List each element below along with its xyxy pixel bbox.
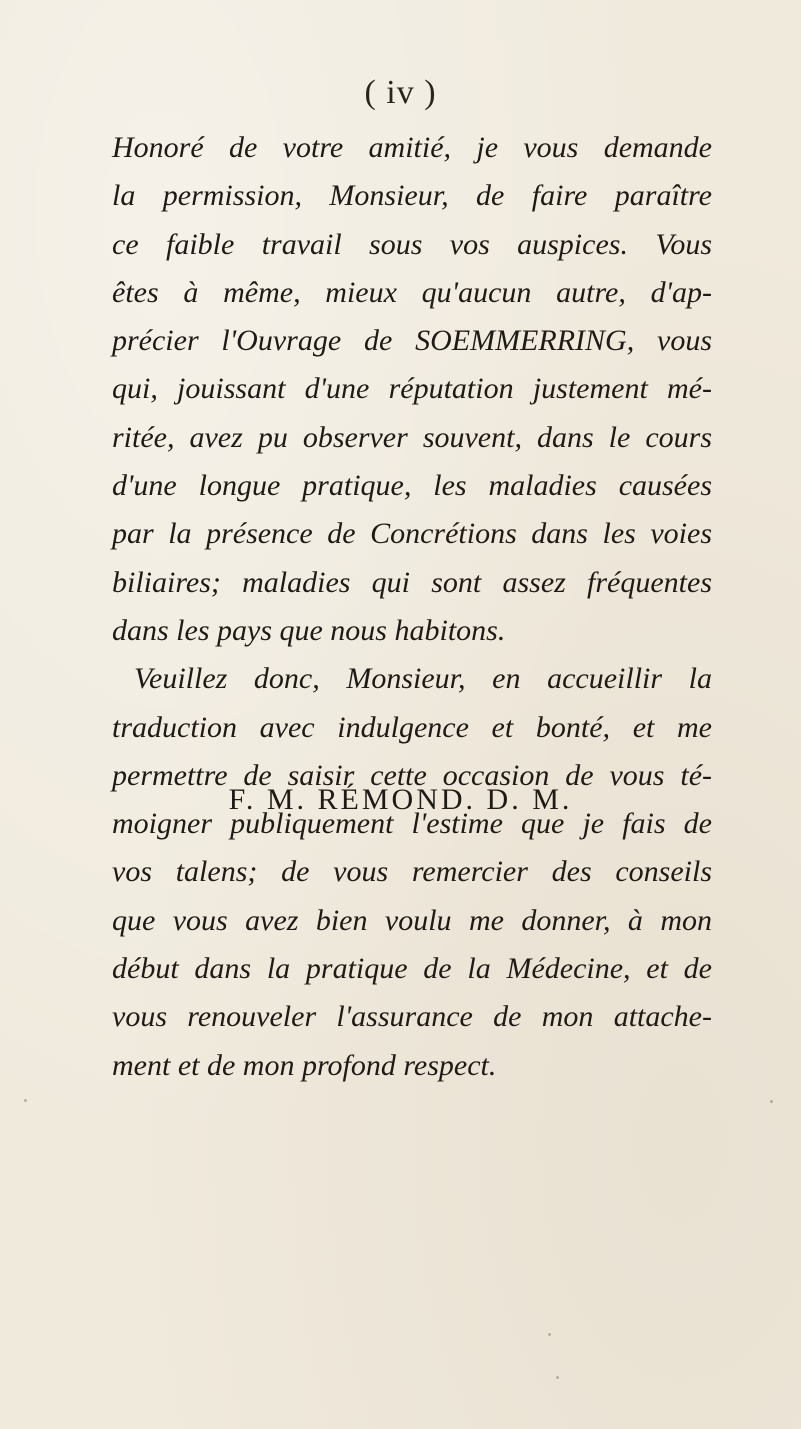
text-line: biliaires; maladies qui sont assez fréquentes — [112, 565, 712, 599]
text-line: permettre de saisir cette occasion de vous té- — [112, 758, 712, 792]
text-line: ment et de mon profond respect. — [112, 1048, 497, 1082]
text-line: Veuillez donc, Monsieur, en accueillir la — [134, 662, 712, 696]
text-line: êtes à même, mieux qu'aucun autre, d'ap- — [112, 275, 712, 309]
text-line: la permission, Monsieur, de faire paraître — [112, 179, 712, 213]
text-line: qui, jouissant d'une réputation justement mé- — [112, 372, 712, 406]
text-line: traduction avec indulgence et bonté, et me — [112, 710, 712, 744]
text-line: précier l'Ouvrage de SOEMMERRING, vous — [112, 324, 712, 358]
paper-speck — [24, 1099, 27, 1102]
text-line: par la présence de Concrétions dans les voies — [112, 517, 712, 551]
page-number: ( iv ) — [364, 74, 437, 111]
signature: F. M. RÉMOND. D. M. — [228, 783, 573, 816]
text-line: moigner publiquement l'estime que je fais de — [112, 807, 712, 841]
dedication-text — [112, 124, 712, 1090]
text-line: ritée, avez pu observer souvent, dans le cours — [112, 420, 712, 454]
text-line: d'une longue pratique, les maladies causées — [112, 469, 712, 503]
text-line: Honoré de votre amitié, je vous demande — [112, 131, 712, 164]
text-line: vos talens; de vous remercier des conseils — [112, 855, 712, 889]
paper-speck — [548, 1333, 551, 1336]
text-line: vous renouveler l'assurance de mon attache- — [112, 1000, 712, 1034]
paper-speck — [770, 1100, 773, 1103]
text-line: début dans la pratique de la Médecine, et de — [112, 952, 712, 986]
text-line: ce faible travail sous vos auspices. Vous — [112, 227, 712, 261]
paper-speck — [556, 1376, 559, 1379]
text-line: que vous avez bien voulu me donner, à mon — [112, 903, 712, 937]
text-line: dans les pays que nous habitons. — [112, 613, 506, 647]
